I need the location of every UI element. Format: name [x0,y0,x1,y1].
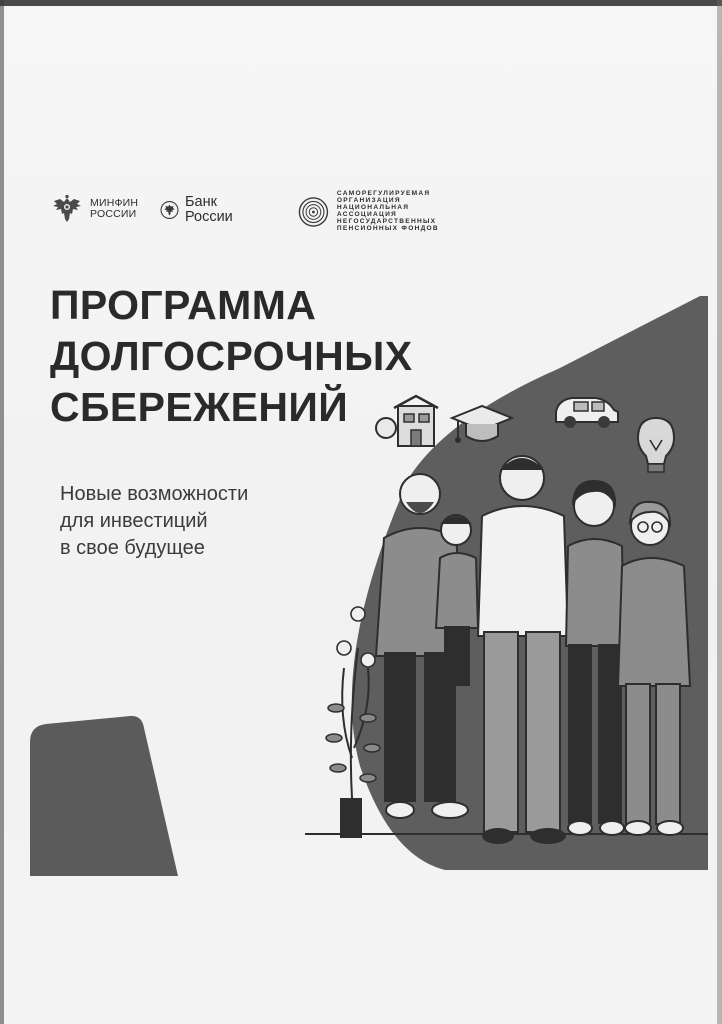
subtitle-line3: в свое будущее [60,537,205,559]
napf-logo [298,190,450,234]
title-line3: СБЕРЕЖЕНИЙ [50,384,349,430]
napf-line2: НАЦИОНАЛЬНАЯ АССОЦИАЦИЯ [336,204,410,218]
title-line2: ДОЛГОСРОЧНЫХ [50,333,413,379]
spiral-emblem-icon [298,190,329,234]
minfin-line1: МИНФИН [90,196,139,209]
family-illustration [300,296,718,876]
eagle-emblem-icon [50,194,84,224]
napf-line1: САМОРЕГУЛИРУЕМАЯ ОРГАНИЗАЦИЯ [336,190,431,205]
minfin-line2: РОССИИ [90,208,137,220]
subtitle-line1: Новые возможности [60,483,249,505]
bank-name: Банк России [184,194,233,226]
subtitle-line2: для инвестиций [60,510,208,532]
minfin-logo [50,194,138,224]
scan-edge-top [0,0,722,6]
scan-edge-left [0,0,4,1024]
corner-decor-shape [30,716,180,876]
bank-emblem-icon [160,196,179,224]
bank-russia-logo [160,195,242,225]
napf-line4: ПЕНСИОННЫХ ФОНДОВ [336,224,439,232]
house-icon [376,396,438,446]
napf-line3: НЕГОСУДАРСТВЕННЫХ [336,217,437,225]
title-line1: ПРОГРАММА [50,282,317,328]
